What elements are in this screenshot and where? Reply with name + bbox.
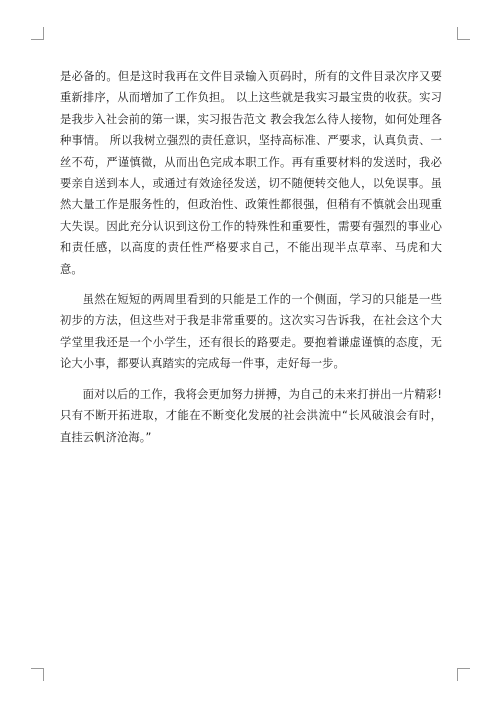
paragraph-2: 虽然在短短的两周里看到的只能是工作的一个侧面，学习的只能是一些初步的方法，但这些对于我是非常重要的。这次实习告诉我，在社会这个大学堂里我还是一个小学生，还有很长的路要走。要抱着谦虚谨慎的态度，无论大小事，都要认真踏实的完成每一件事，走好每一步。 [60, 293, 442, 371]
crop-mark-top-left [31, 27, 44, 40]
crop-mark-bottom-right [457, 668, 470, 681]
paragraph-3: 面对以后的工作，我将会更加努力拼搏，为自己的未来打拼出一片精彩!只有不断开拓进取，才能在不断变化发展的社会洪流中“长风破浪会有时，直挂云帆济沧海。” [60, 387, 442, 444]
document-body [60, 66, 442, 457]
crop-mark-bottom-left [31, 668, 44, 681]
paragraph-1: 是必备的。但是这时我再在文件目录输入页码时，所有的文件目录次序又要重新排序，从而增加了工作负担。 以上这些就是我实习最宝贵的收获。实习是我步入社会前的第一课，实习报告范文 教会我怎么待人接物，如何处理各种事情。 所以我树立强烈的责任意识，坚持高标准、严要求，认真负责、一丝不苟，严谨慎微，从而出色完成本职工作。再有重要材料的发送时，我必要亲自送到本人，或通过有效途径发送，切不随便转交他人，以免误事。虽然大量工作是服务性的，但政治性、政策性都很强，但稍有不慎就会出现重大失误。因此充分认识到这份工作的特殊性和重要性，需要有强烈的事业心和责任感，以高度的责任性严格要求自己，不能出现半点草率、马虎和大意。 [60, 70, 442, 276]
crop-mark-top-right [457, 27, 470, 40]
